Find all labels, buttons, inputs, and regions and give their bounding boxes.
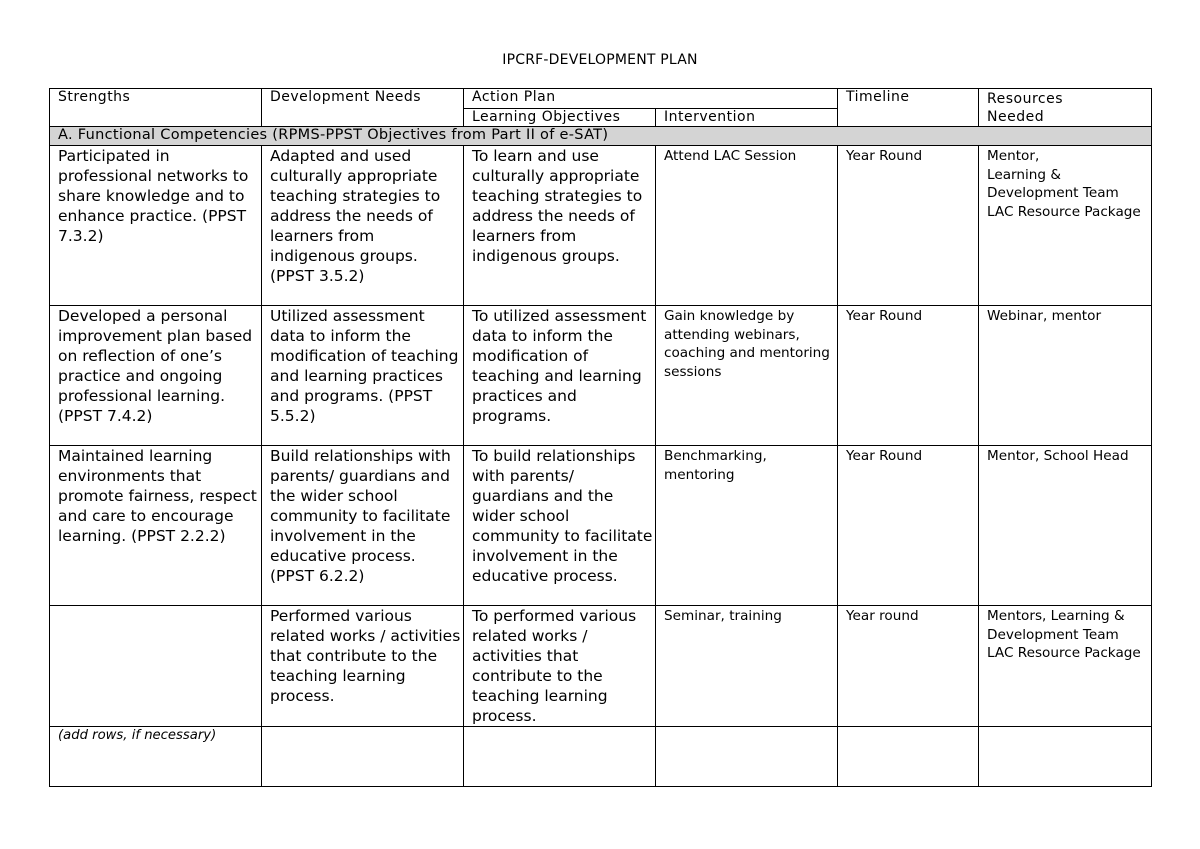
resource-item: Mentor, School Head	[987, 448, 1129, 464]
development-need-cell: Utilized assessment data to inform the modification of teaching and learning practices and programs. (PPST 5.5.2)	[262, 306, 464, 446]
table-row	[50, 146, 1152, 306]
timeline-cell: Year Round	[838, 446, 979, 606]
resource-item: LAC Resource Package	[987, 645, 1141, 661]
header-timeline: Timeline	[838, 89, 979, 127]
resources-cell	[979, 606, 1152, 727]
section-row	[50, 127, 1152, 146]
learning-objective-cell: To utilized assessment data to inform the modification of teaching and learning practices and programs.	[464, 306, 656, 446]
header-resources-line2: Needed	[987, 109, 1045, 125]
intervention-cell: Gain knowledge by attending webinars, coaching and mentoring sessions	[656, 306, 838, 446]
add-rows-note: (add rows, if necessary)	[50, 727, 262, 787]
strength-cell: Maintained learning environments that promote fairness, respect and care to encourage learning. (PPST 2.2.2)	[50, 446, 262, 606]
table-row-empty	[50, 727, 1152, 787]
resource-item: Mentors, Learning & Development Team	[987, 608, 1125, 643]
header-intervention: Intervention	[656, 108, 838, 127]
intervention-cell: Seminar, training	[656, 606, 838, 727]
resource-item: Webinar, mentor	[987, 308, 1102, 324]
development-need-cell: Adapted and used culturally appropriate teaching strategies to address the needs of learners from indigenous groups. (PPST 3.5.2)	[262, 146, 464, 306]
table-row	[50, 446, 1152, 606]
table-row	[50, 306, 1152, 446]
empty-cell	[464, 727, 656, 787]
section-label: A. Functional Competencies (RPMS-PPST Objectives from Part II of e-SAT)	[50, 127, 1152, 146]
resources-cell	[979, 146, 1152, 306]
table-row	[50, 606, 1152, 727]
learning-objective-cell: To build relationships with parents/ guardians and the wider school community to facilitate involvement in the educative process.	[464, 446, 656, 606]
header-resources-needed	[979, 89, 1152, 127]
development-need-cell: Build relationships with parents/ guardians and the wider school community to facilitate involvement in the educative process. (PPST 6.2.2)	[262, 446, 464, 606]
resource-item: LAC Resource Package	[987, 203, 1141, 220]
empty-cell	[262, 727, 464, 787]
empty-cell	[838, 727, 979, 787]
resource-item: Learning & Development Team	[987, 166, 1119, 201]
timeline-cell: Year Round	[838, 306, 979, 446]
timeline-cell: Year Round	[838, 146, 979, 306]
resource-item: Mentor,	[987, 148, 1040, 164]
strength-cell: Participated in professional networks to share knowledge and to enhance practice. (PPST 7.3.2)	[50, 146, 262, 306]
header-development-needs: Development Needs	[262, 89, 464, 127]
timeline-cell: Year round	[838, 606, 979, 727]
page-title: IPCRF-DEVELOPMENT PLAN	[502, 52, 698, 68]
development-plan-table	[49, 88, 1152, 787]
resources-cell	[979, 446, 1152, 606]
intervention-cell: Benchmarking, mentoring	[656, 446, 838, 606]
empty-cell	[979, 727, 1152, 787]
header-strengths: Strengths	[50, 89, 262, 127]
learning-objective-cell: To performed various related works / activities that contribute to the teaching learning process.	[464, 606, 656, 727]
strength-cell	[50, 606, 262, 727]
strength-cell: Developed a personal improvement plan based on reflection of one’s practice and ongoing professional learning. (PPST 7.4.2)	[50, 306, 262, 446]
header-resources-line1: Resources	[987, 91, 1063, 107]
development-need-cell: Performed various related works / activities that contribute to the teaching learning process.	[262, 606, 464, 727]
header-learning-objectives: Learning Objectives	[464, 108, 656, 127]
learning-objective-cell: To learn and use culturally appropriate teaching strategies to address the needs of learners from indigenous groups.	[464, 146, 656, 306]
header-row	[50, 89, 1152, 109]
intervention-cell: Attend LAC Session	[656, 146, 838, 306]
header-action-plan: Action Plan	[464, 89, 838, 109]
resources-cell	[979, 306, 1152, 446]
empty-cell	[656, 727, 838, 787]
